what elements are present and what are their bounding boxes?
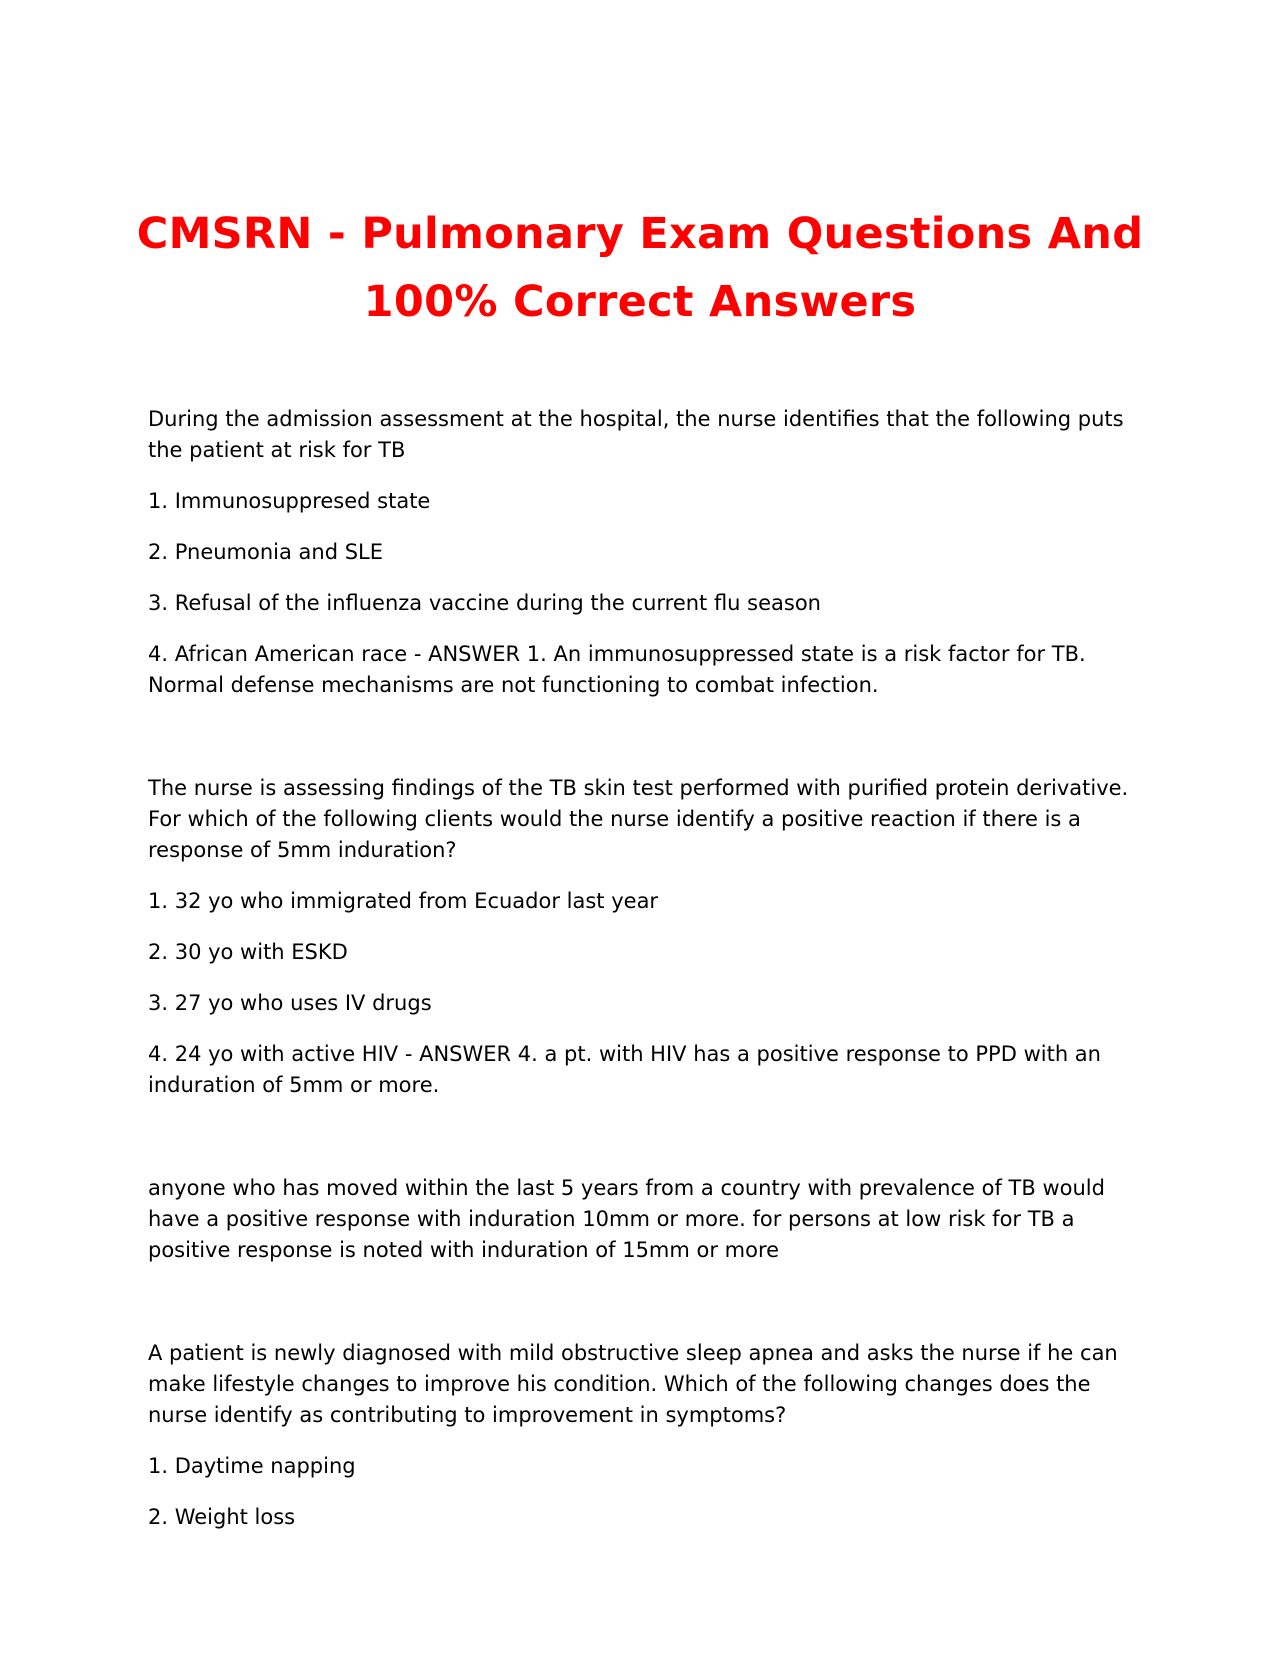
question-3-option-1: 1. Daytime napping xyxy=(148,1454,356,1478)
question-1-option-3: 3. Refusal of the influenza vaccine during the current flu season xyxy=(148,591,821,615)
spacer xyxy=(148,1286,1138,1338)
question-1-stem: During the admission assessment at the hospital, the nurse identifies that the following puts the patient at risk for TB xyxy=(148,407,1124,462)
tb-note xyxy=(148,1173,1138,1266)
question-2-option-1: 1. 32 yo who immigrated from Ecuador last year xyxy=(148,889,659,913)
question-1-option-4-answer: 4. African American race - ANSWER 1. An immunosuppressed state is a risk factor for TB. Normal defense mechanisms are not functioning to combat infection. xyxy=(148,642,1086,697)
question-1-option-2: 2. Pneumonia and SLE xyxy=(148,540,384,564)
question-2-option-3: 3. 27 yo who uses IV drugs xyxy=(148,991,432,1015)
question-2-option-4-answer: 4. 24 yo with active HIV - ANSWER 4. a pt. with HIV has a positive response to PPD with an induration of 5mm or more. xyxy=(148,1042,1101,1097)
spacer xyxy=(148,1121,1138,1173)
question-2-option-2: 2. 30 yo with ESKD xyxy=(148,940,348,964)
question-3-stem: A patient is newly diagnosed with mild obstructive sleep apnea and asks the nurse if he can make lifestyle changes to improve his condition. Which of the following changes does the nurse identify as contributing to improvement in symptoms? xyxy=(148,1341,1118,1427)
question-3-option-2: 2. Weight loss xyxy=(148,1505,296,1529)
document-body xyxy=(148,404,1138,1553)
tb-note-text: anyone who has moved within the last 5 years from a country with prevalence of TB would have a positive response with induration 10mm or more. for persons at low risk for TB a positive response is noted with induration of 15mm or more xyxy=(148,1176,1105,1262)
question-1 xyxy=(148,404,1138,701)
title-line-1: CMSRN - Pulmonary Exam Questions And xyxy=(136,209,1144,259)
title-line-2: 100% Correct Answers xyxy=(363,277,917,327)
question-2-stem: The nurse is assessing findings of the TB skin test performed with purified protein derivative. For which of the following clients would the nurse identify a positive reaction if there is a response of 5mm induration? xyxy=(148,776,1129,862)
question-1-option-1: 1. Immunosuppresed state xyxy=(148,489,431,513)
question-3 xyxy=(148,1338,1138,1533)
question-2 xyxy=(148,773,1138,1101)
document-title xyxy=(100,200,1180,336)
spacer xyxy=(148,721,1138,773)
